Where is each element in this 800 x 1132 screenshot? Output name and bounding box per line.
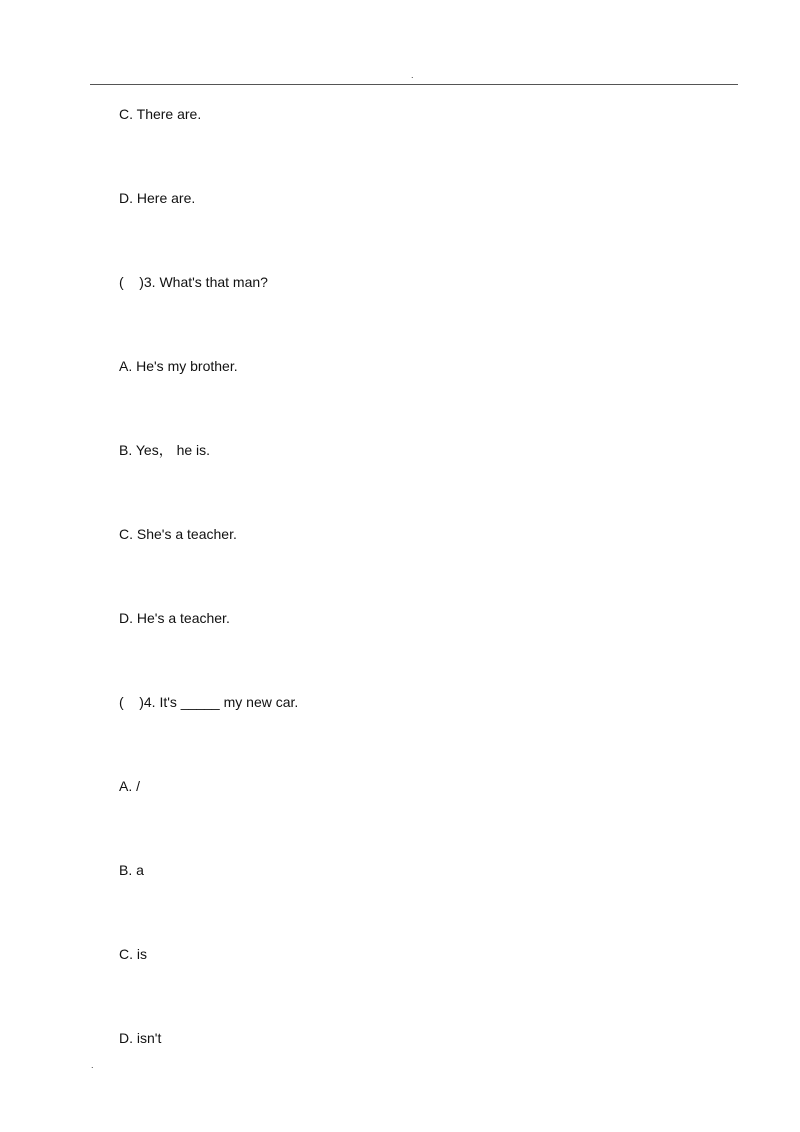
option-a-q4: A. / (119, 778, 141, 794)
option-d-q4: D. isn't (119, 1030, 162, 1046)
option-b-q4: B. a (119, 862, 144, 878)
option-c-q2: C. There are. (119, 106, 202, 122)
option-a-q3: A. He's my brother. (119, 358, 238, 374)
option-d-q3: D. He's a teacher. (119, 610, 230, 626)
option-d-q2: D. Here are. (119, 190, 196, 206)
option-c-q4: C. is (119, 946, 147, 962)
header-mark: . (411, 70, 414, 80)
option-c-q3: C. She's a teacher. (119, 526, 237, 542)
question-4: ( )4. It's _____ my new car. (119, 694, 299, 710)
question-3: ( )3. What's that man? (119, 274, 268, 290)
option-b-q3: B. Yes， he is. (119, 442, 211, 458)
header-divider (90, 84, 738, 85)
footer-mark: . (91, 1060, 94, 1070)
